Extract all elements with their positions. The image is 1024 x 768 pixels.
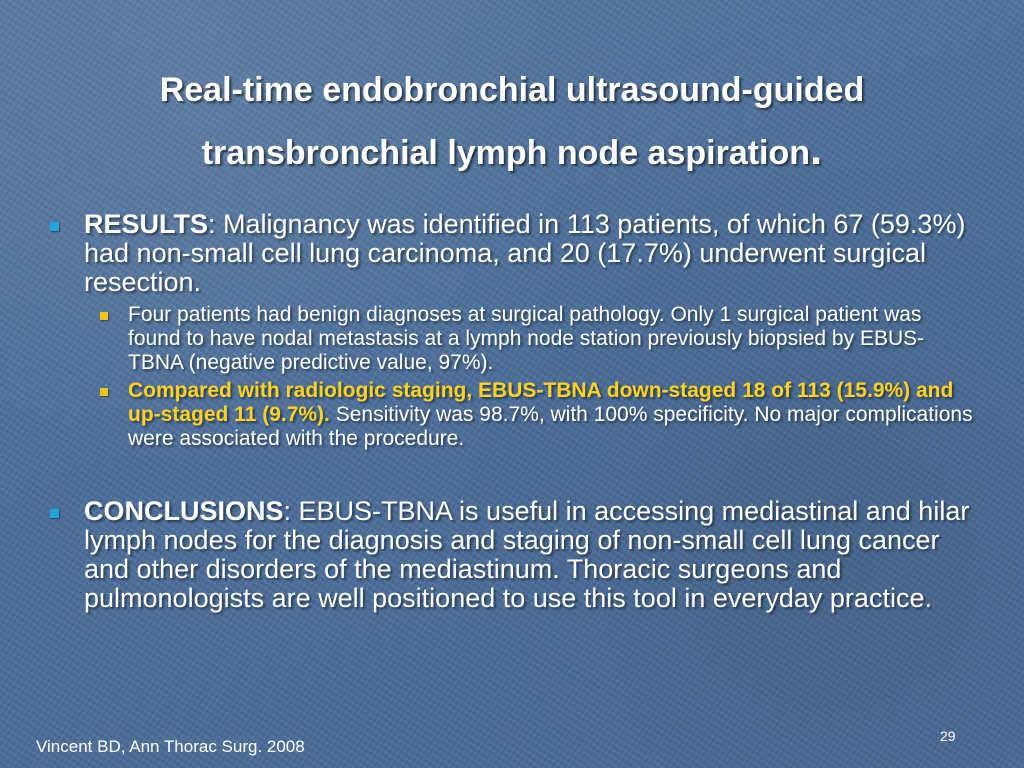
- conclusions-heading: CONCLUSIONS: [84, 496, 284, 526]
- citation: Vincent BD, Ann Thorac Surg. 2008: [36, 737, 305, 756]
- sub-bullet-benign: [44, 303, 974, 375]
- conclusions-bullet: [44, 497, 974, 613]
- conclusions-text: : EBUS-TBNA is useful in accessing mediastinal and hilar lymph nodes for the diagnosis and staging of non-small cell lung cancer and other disorders of the mediastinum. Thoracic surgeons and pulmonologists are well positioned to use this tool in everyday practice.: [84, 496, 970, 613]
- title-line-2: [40, 120, 984, 183]
- results-bullet: [44, 210, 974, 297]
- slide-title: [40, 60, 984, 183]
- square-bullet-icon: [50, 509, 59, 518]
- slide-body: [44, 210, 974, 613]
- square-bullet-icon: [100, 388, 108, 396]
- results-heading: RESULTS: [84, 209, 209, 239]
- square-bullet-icon: [100, 312, 108, 320]
- sub-bullet-text: Sensitivity was 98.7%, with 100% specificity. No major complications were associated with the procedure.: [128, 403, 973, 450]
- results-text: : Malignancy was identified in 113 patients, of which 67 (59.3%) had non-small cell lung carcinoma, and 20 (17.7%) underwent surgical resection.: [84, 209, 966, 297]
- staging-highlight: Compared with radiologic staging, EBUS-TBNA down-staged 18 of 113 (15.9%) and up-staged 11 (9.7%).: [128, 379, 954, 426]
- sub-bullet-staging: [44, 379, 974, 451]
- title-period: .: [810, 125, 823, 174]
- page-number: 29: [940, 728, 956, 744]
- square-bullet-icon: [50, 222, 59, 231]
- title-line-1: Real-time endobronchial ultrasound-guided: [159, 71, 865, 109]
- title-line-2-text: transbronchial lymph node aspiration: [201, 134, 811, 172]
- sub-bullet-text: Four patients had benign diagnoses at surgical pathology. Only 1 surgical patient was found to have nodal metastasis at a lymph node station previously biopsied by EBUS-TBNA (negative predictive value, 97%).: [128, 303, 925, 374]
